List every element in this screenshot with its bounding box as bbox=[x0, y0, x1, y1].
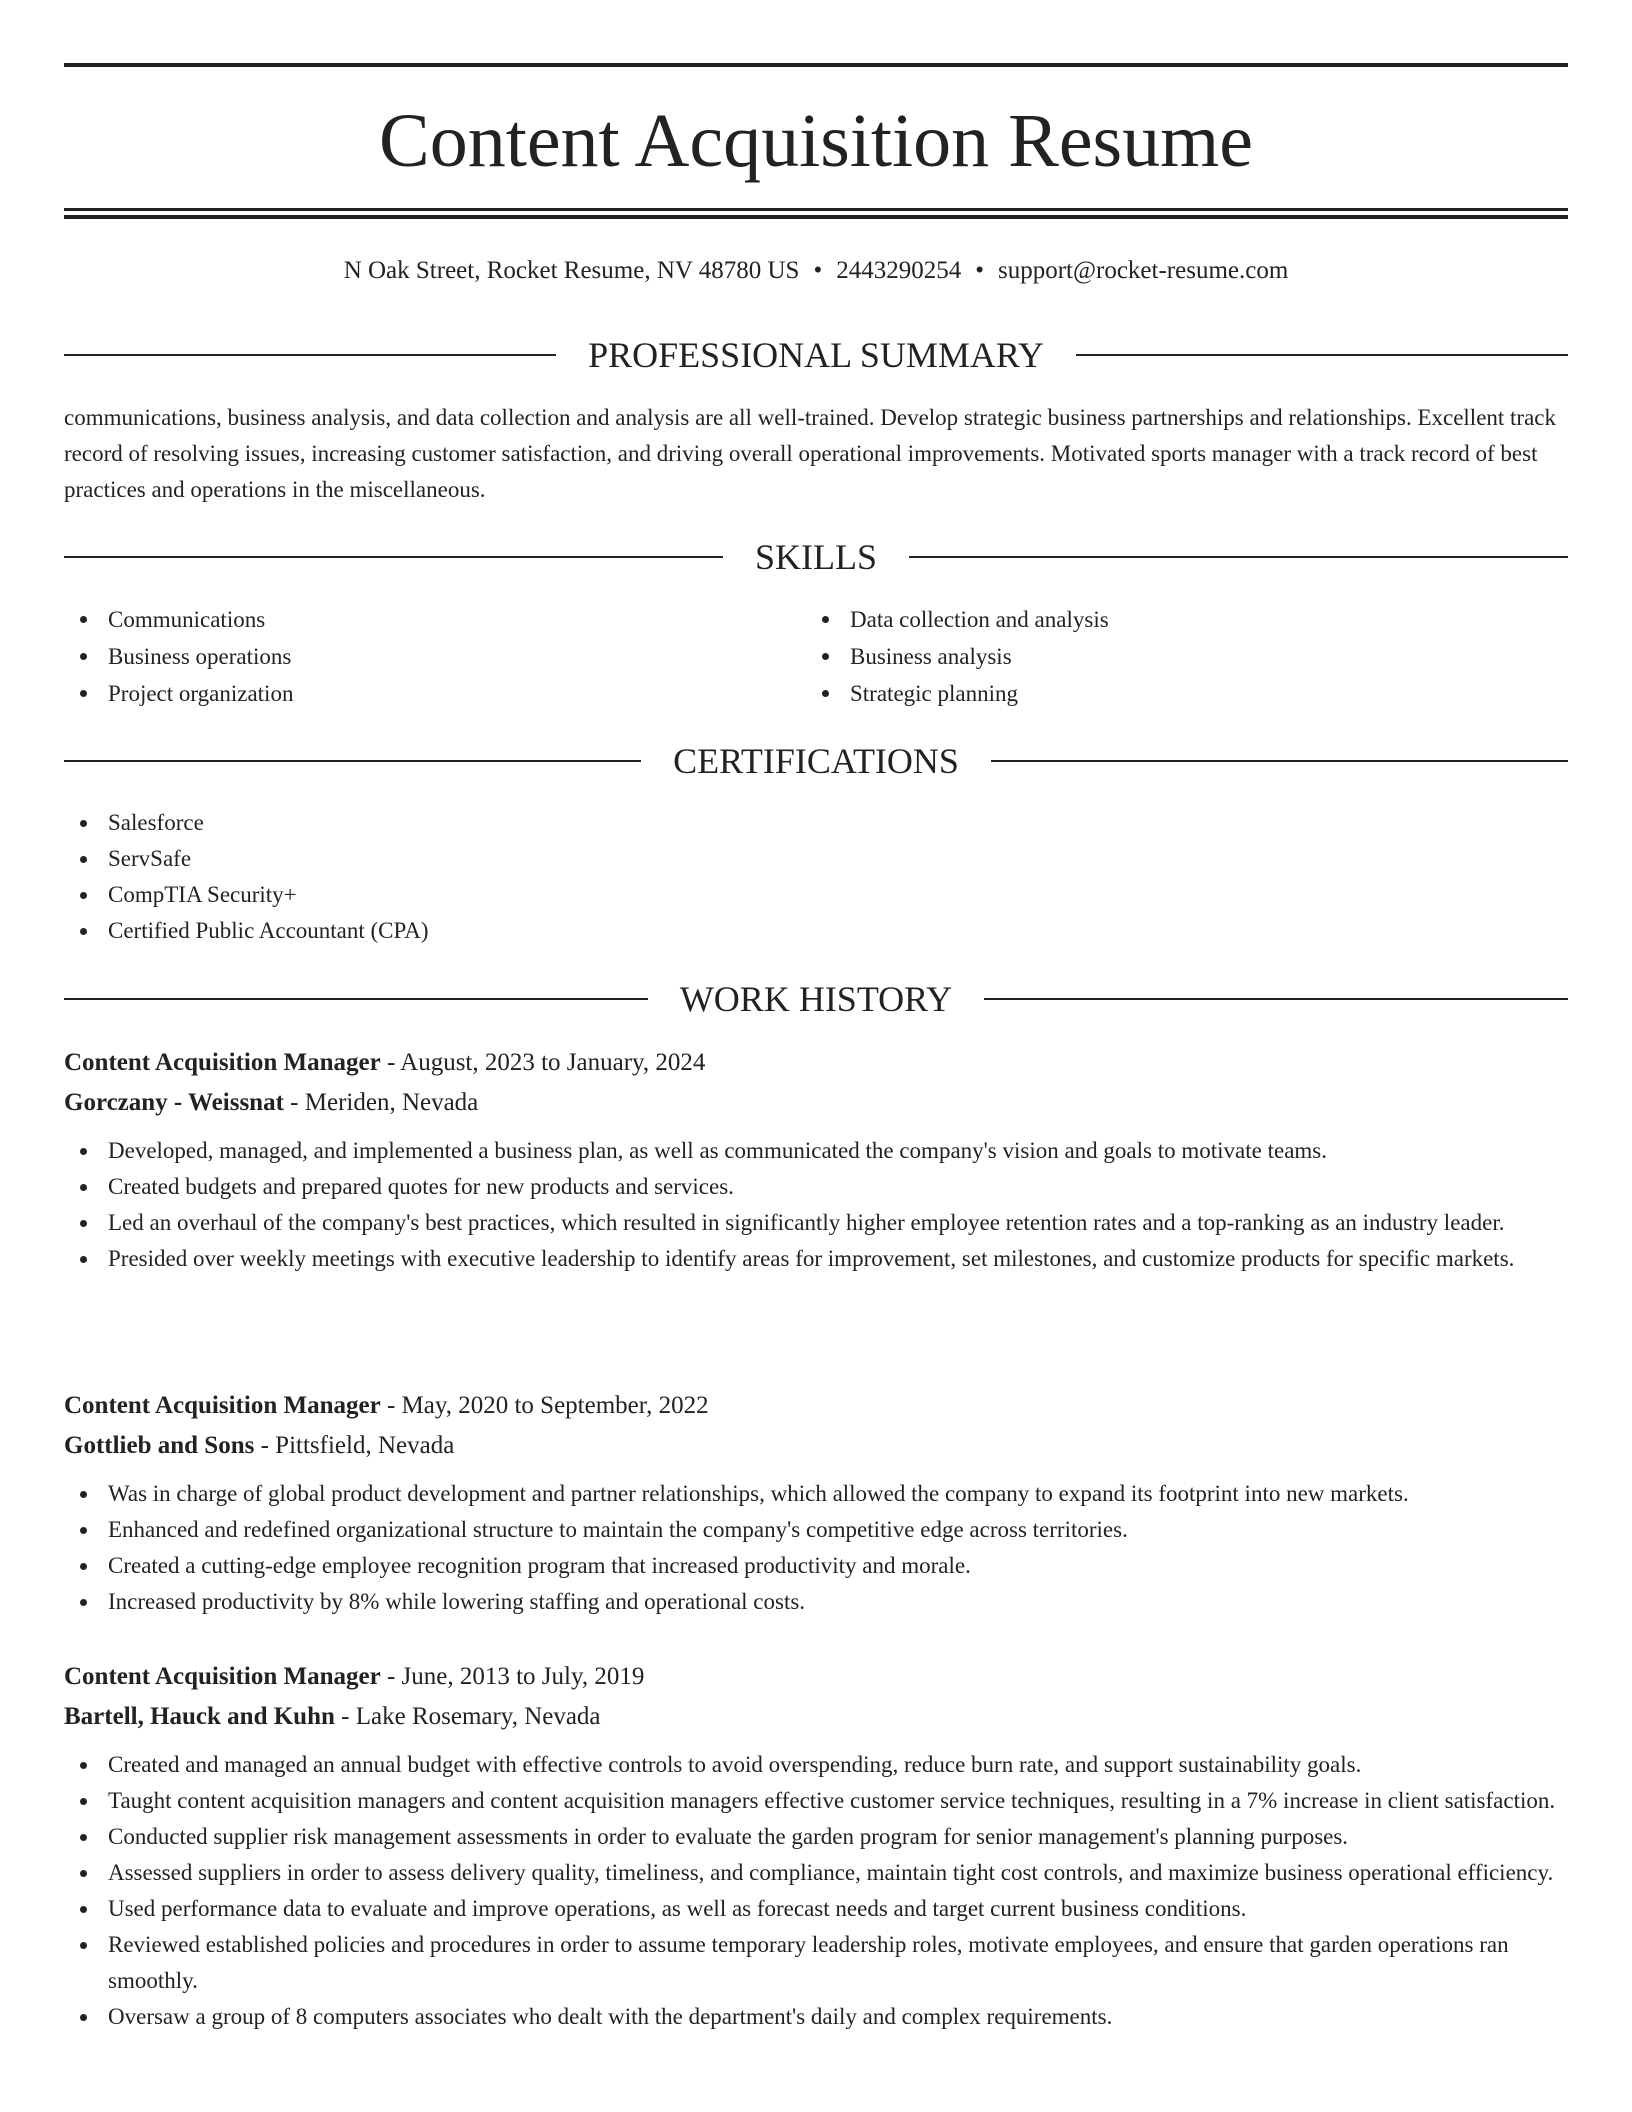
certifications-list bbox=[64, 805, 1568, 949]
section-heading-certifications bbox=[64, 739, 1568, 783]
contact-phone: 2443290254 bbox=[836, 257, 962, 284]
contact-separator: • bbox=[813, 257, 823, 284]
job-company: Bartell, Hauck and Kuhn bbox=[64, 1703, 335, 1730]
job-entry bbox=[64, 1386, 1568, 1620]
job-bullet: Created budgets and prepared quotes for new products and services. bbox=[64, 1169, 1568, 1205]
job-bullet: Created and managed an annual budget with effective controls to avoid overspending, reduce burn rate, and support sustainability goals. bbox=[64, 1747, 1568, 1783]
heading-line-left bbox=[64, 760, 641, 762]
job-bullet: Led an overhaul of the company's best practices, which resulted in significantly higher employee retention rates and a top-ranking as an industry leader. bbox=[64, 1205, 1568, 1241]
section-title: CERTIFICATIONS bbox=[673, 741, 959, 781]
job-location: - Pittsfield, Nevada bbox=[254, 1432, 455, 1459]
certification-item: Certified Public Accountant (CPA) bbox=[64, 913, 1568, 949]
skill-item: Data collection and analysis bbox=[806, 601, 1526, 638]
heading-line-left bbox=[64, 998, 648, 1000]
job-dates: - May, 2020 to September, 2022 bbox=[380, 1392, 709, 1419]
skill-item: Communications bbox=[64, 601, 784, 638]
title-rule-upper bbox=[64, 208, 1568, 211]
heading-line-right bbox=[909, 556, 1568, 558]
job-company: Gorczany - Weissnat bbox=[64, 1089, 284, 1116]
contact-line bbox=[64, 255, 1568, 287]
section-heading-skills bbox=[64, 535, 1568, 579]
job-bullet: Enhanced and redefined organizational structure to maintain the company's competitive edge across territories. bbox=[64, 1512, 1568, 1548]
job-bullet: Was in charge of global product development and partner relationships, which allowed the company to expand its footprint into new markets. bbox=[64, 1476, 1568, 1512]
job-company: Gottlieb and Sons bbox=[64, 1432, 255, 1459]
certification-item: Salesforce bbox=[64, 805, 1568, 841]
certification-item: CompTIA Security+ bbox=[64, 877, 1568, 913]
skills-list-right bbox=[806, 601, 1526, 712]
job-title: Content Acquisition Manager bbox=[64, 1663, 381, 1690]
heading-line-right bbox=[984, 998, 1568, 1000]
job-bullet: Conducted supplier risk management assessments in order to evaluate the garden program for senior management's planning purposes. bbox=[64, 1819, 1568, 1855]
job-entry bbox=[64, 1657, 1568, 2035]
job-company-line bbox=[64, 1697, 1568, 1737]
job-bullet: Reviewed established policies and procedures in order to assume temporary leadership roles, motivate employees, and ensure that garden operations ran smoothly. bbox=[64, 1927, 1568, 1999]
certifications-block bbox=[64, 805, 1568, 949]
job-title: Content Acquisition Manager bbox=[64, 1392, 381, 1419]
section-heading-work-history bbox=[64, 977, 1568, 1021]
job-bullet: Presided over weekly meetings with executive leadership to identify areas for improvement, set milestones, and customize products for specific markets. bbox=[64, 1241, 1568, 1277]
job-bullet: Assessed suppliers in order to assess delivery quality, timeliness, and compliance, maintain tight cost controls, and maximize business operational efficiency. bbox=[64, 1855, 1568, 1891]
job-bullet: Taught content acquisition managers and content acquisition managers effective customer service techniques, resulting in a 7% increase in client satisfaction. bbox=[64, 1783, 1568, 1819]
skill-item: Strategic planning bbox=[806, 675, 1526, 712]
job-role-line bbox=[64, 1043, 1568, 1083]
job-bullet: Developed, managed, and implemented a business plan, as well as communicated the company's vision and goals to motivate teams. bbox=[64, 1133, 1568, 1169]
job-role-line bbox=[64, 1657, 1568, 1697]
heading-line-left bbox=[64, 556, 723, 558]
skill-item: Project organization bbox=[64, 675, 784, 712]
job-bullets bbox=[64, 1133, 1568, 1277]
job-bullets bbox=[64, 1476, 1568, 1620]
certification-item: ServSafe bbox=[64, 841, 1568, 877]
job-bullet: Used performance data to evaluate and improve operations, as well as forecast needs and target current business conditions. bbox=[64, 1891, 1568, 1927]
contact-email: support@rocket-resume.com bbox=[997, 257, 1289, 284]
skills-list-left bbox=[64, 601, 784, 712]
job-entry bbox=[64, 1043, 1568, 1277]
section-title: SKILLS bbox=[755, 537, 878, 577]
title-rule-lower bbox=[64, 215, 1568, 219]
job-bullet: Created a cutting-edge employee recognition program that increased productivity and morale. bbox=[64, 1548, 1568, 1584]
job-company-line bbox=[64, 1083, 1568, 1123]
section-heading-summary bbox=[64, 333, 1568, 377]
section-title: WORK HISTORY bbox=[679, 979, 953, 1019]
skill-item: Business analysis bbox=[806, 638, 1526, 675]
skills-column-right bbox=[806, 601, 1526, 712]
job-bullet: Increased productivity by 8% while lowering staffing and operational costs. bbox=[64, 1584, 1568, 1620]
job-location: - Meriden, Nevada bbox=[283, 1089, 479, 1116]
job-bullets bbox=[64, 1747, 1568, 2035]
top-rule bbox=[64, 63, 1568, 67]
contact-address: N Oak Street, Rocket Resume, NV 48780 US bbox=[343, 257, 800, 284]
job-dates: - June, 2013 to July, 2019 bbox=[380, 1663, 645, 1690]
section-title: PROFESSIONAL SUMMARY bbox=[588, 335, 1044, 375]
contact-separator: • bbox=[975, 257, 984, 284]
job-company-line bbox=[64, 1426, 1568, 1466]
resume-title: Content Acquisition Resume bbox=[379, 99, 1253, 183]
job-bullet: Oversaw a group of 8 computers associates who dealt with the department's daily and complex requirements. bbox=[64, 1999, 1568, 2035]
skill-item: Business operations bbox=[64, 638, 784, 675]
job-location: - Lake Rosemary, Nevada bbox=[334, 1703, 601, 1730]
summary-text: communications, business analysis, and data collection and analysis are all well-trained. Develop strategic business partnerships and relationships. Excellent track record of resolving issues, increasing customer satisfaction, and driving overall operational improvements. Motivated sports manager with a track record of best practices and operations in the miscellaneous. bbox=[64, 405, 1557, 502]
heading-line-right bbox=[1076, 354, 1568, 356]
job-dates: - August, 2023 to January, 2024 bbox=[380, 1049, 706, 1076]
heading-line-left bbox=[64, 354, 556, 356]
job-role-line bbox=[64, 1386, 1568, 1426]
skills-column-left bbox=[64, 601, 784, 712]
heading-line-right bbox=[991, 760, 1568, 762]
job-title: Content Acquisition Manager bbox=[64, 1049, 381, 1076]
